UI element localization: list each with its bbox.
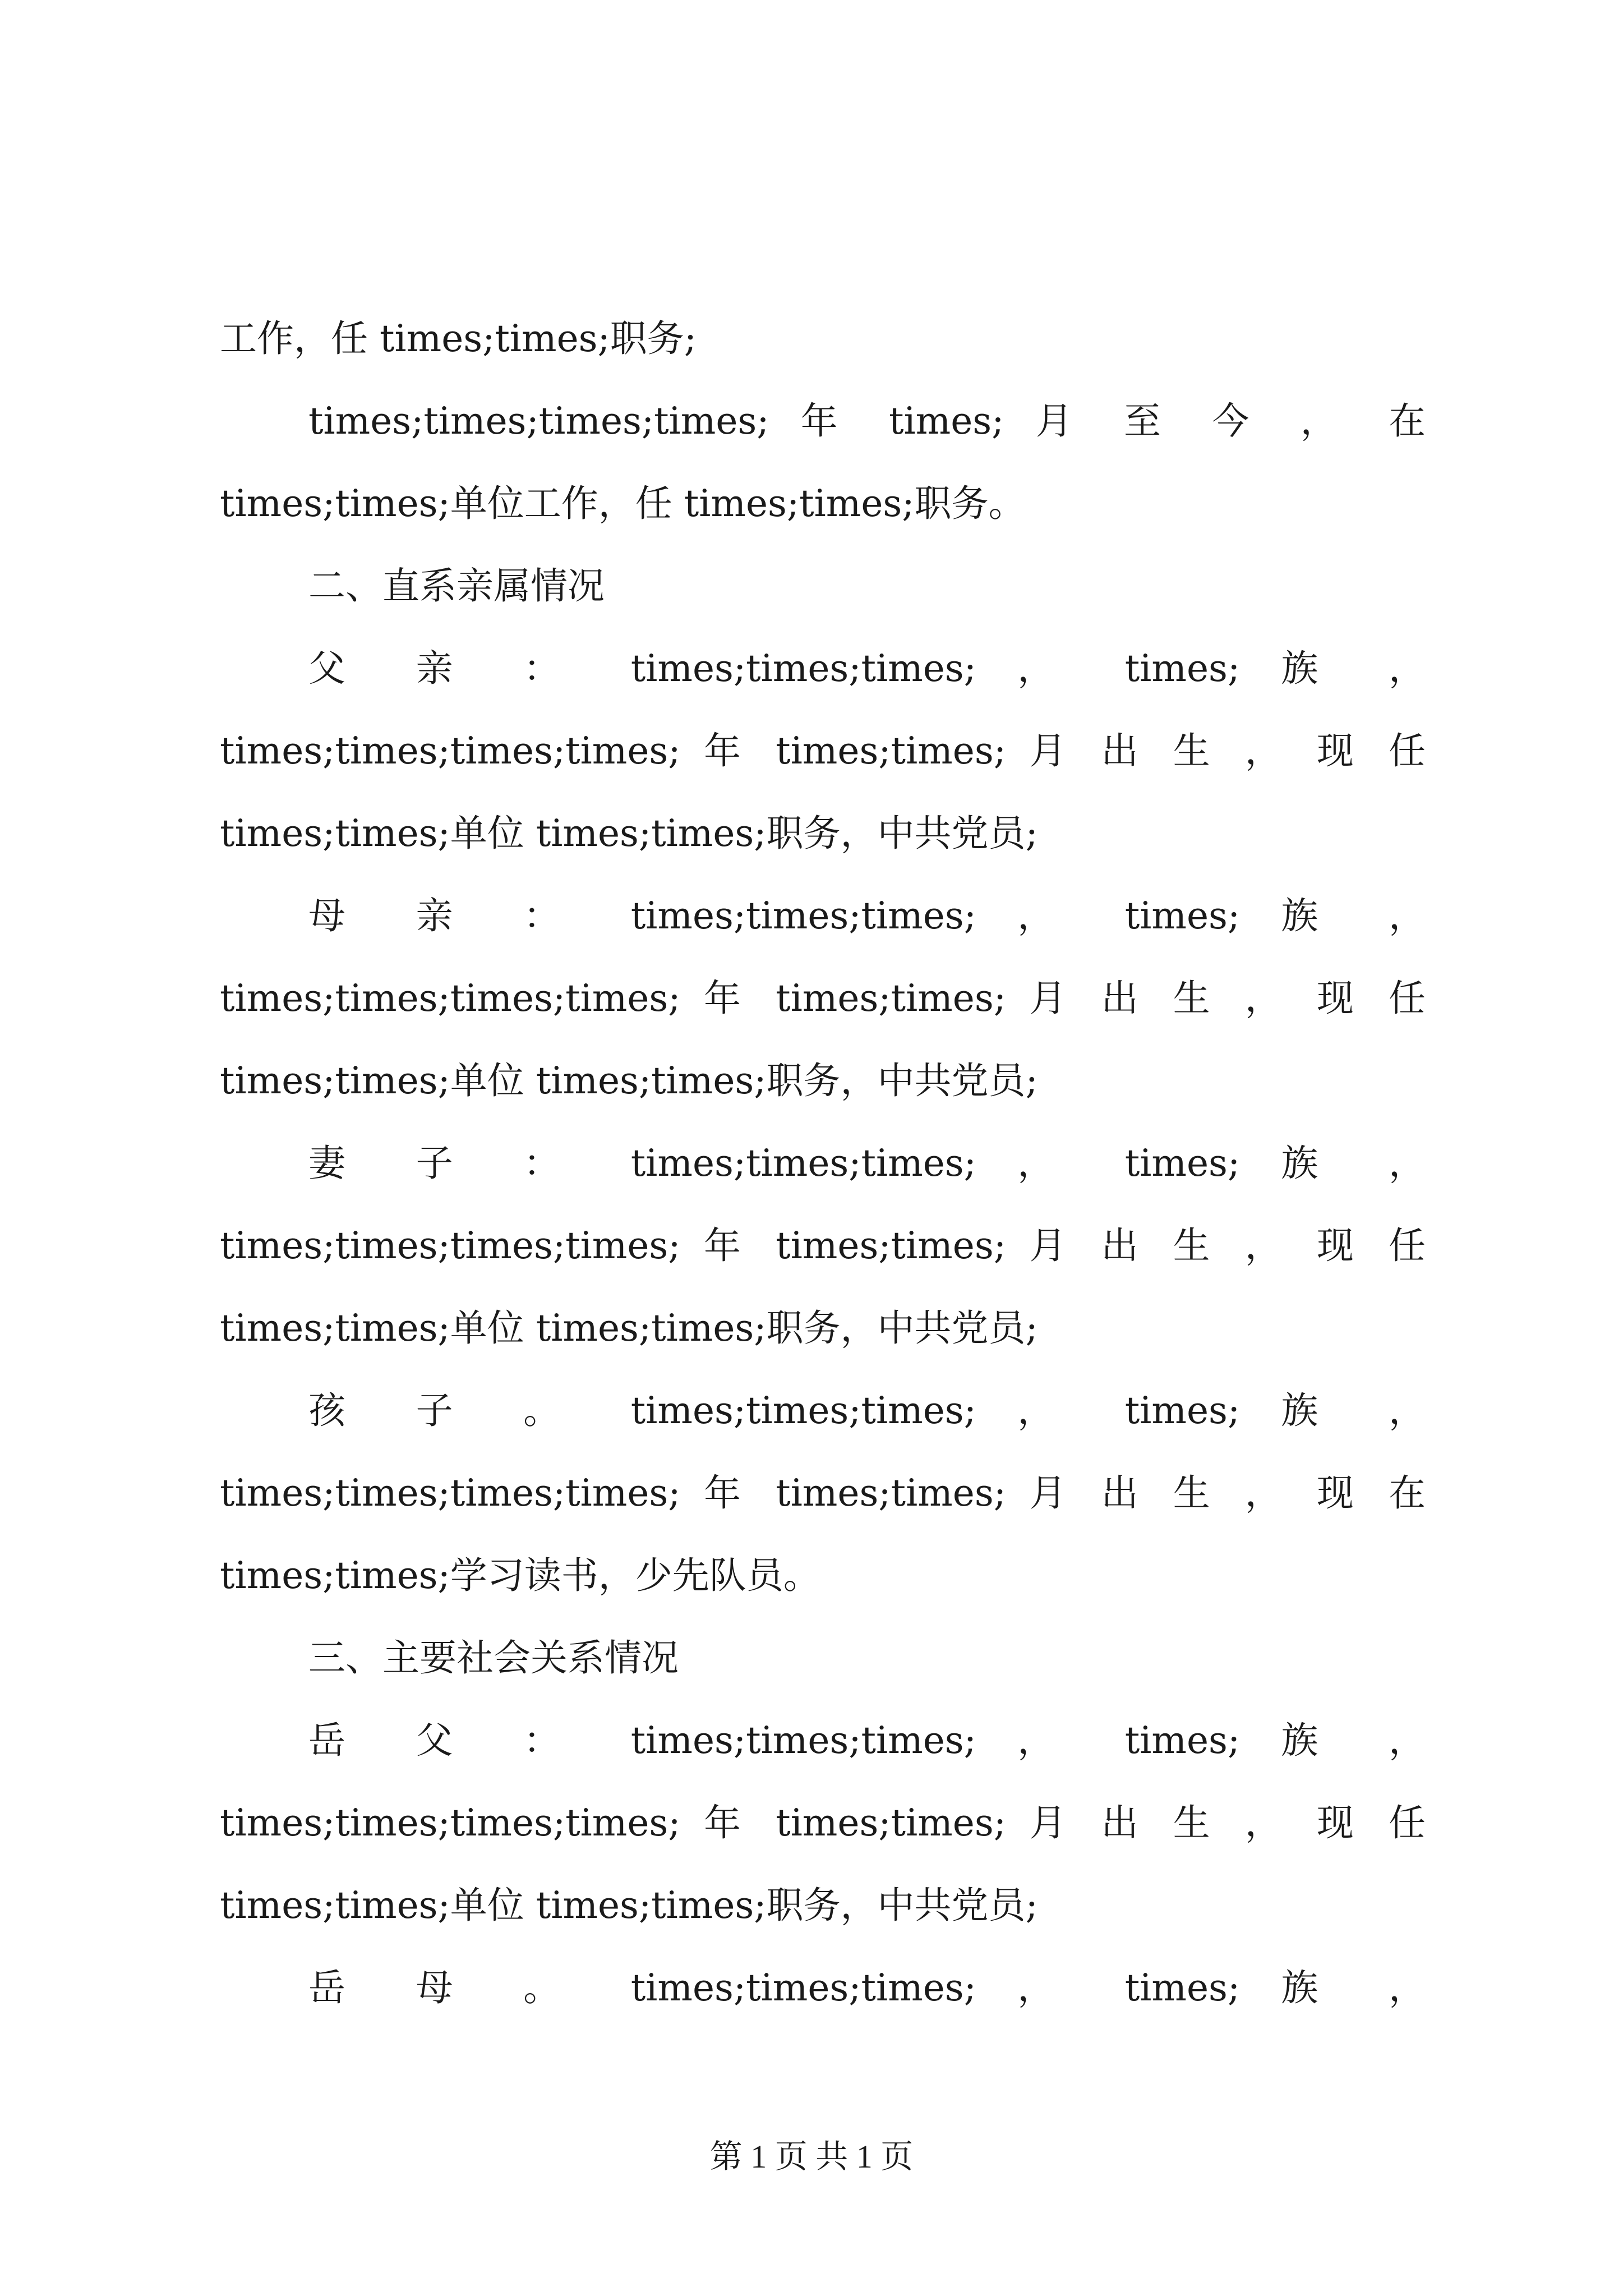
text-line: 母 亲 ： times;times;times; ， times; 族 ， bbox=[308, 894, 1426, 937]
document-body bbox=[220, 297, 1426, 2029]
text-line: times;times;单位 times;times;职务，中共党员; bbox=[220, 1884, 1038, 1927]
text-line: times;times;单位 times;times;职务，中共党员; bbox=[220, 1306, 1038, 1350]
text-line: times;times;times;times; 年 times;times; 月 出 生 ， 现 任 bbox=[220, 1801, 1426, 1844]
text-line: 岳 父 ： times;times;times; ， times; 族 ， bbox=[308, 1719, 1426, 1762]
section-heading: 三、主要社会关系情况 bbox=[308, 1636, 679, 1680]
text-line: times;times;times;times; 年 times;times; 月 出 生 ， 现 在 bbox=[220, 1471, 1426, 1515]
section-heading: 二、直系亲属情况 bbox=[308, 564, 605, 608]
text-line: 工作，任 times;times;职务; bbox=[220, 317, 697, 360]
text-line: times;times;times;times; 年 times;times; 月 出 生 ， 现 任 bbox=[220, 729, 1426, 772]
text-line: 妻 子 ： times;times;times; ， times; 族 ， bbox=[308, 1142, 1426, 1185]
text-line: times;times;单位 times;times;职务，中共党员; bbox=[220, 1059, 1038, 1102]
text-line: 父 亲 ： times;times;times; ， times; 族 ， bbox=[308, 647, 1426, 690]
text-line: times;times;times;times; 年 times;times; 月 出 生 ， 现 任 bbox=[220, 1224, 1426, 1267]
page-footer: 第 1 页 共 1 页 bbox=[709, 2138, 914, 2175]
text-line: times;times;学习读书，少先队员。 bbox=[220, 1554, 820, 1597]
text-line: 孩 子 。 times;times;times; ， times; 族 ， bbox=[308, 1389, 1426, 1432]
text-line: times;times;单位工作，任 times;times;职务。 bbox=[220, 482, 1026, 525]
text-line: times;times;单位 times;times;职务，中共党员; bbox=[220, 812, 1038, 855]
text-line: times;times;times;times; 年 times; 月 至 今 ， 在 bbox=[308, 399, 1426, 443]
text-line: 岳 母 。 times;times;times; ， times; 族 ， bbox=[308, 1966, 1426, 2009]
text-line: times;times;times;times; 年 times;times; 月 出 生 ， 现 任 bbox=[220, 977, 1426, 1020]
